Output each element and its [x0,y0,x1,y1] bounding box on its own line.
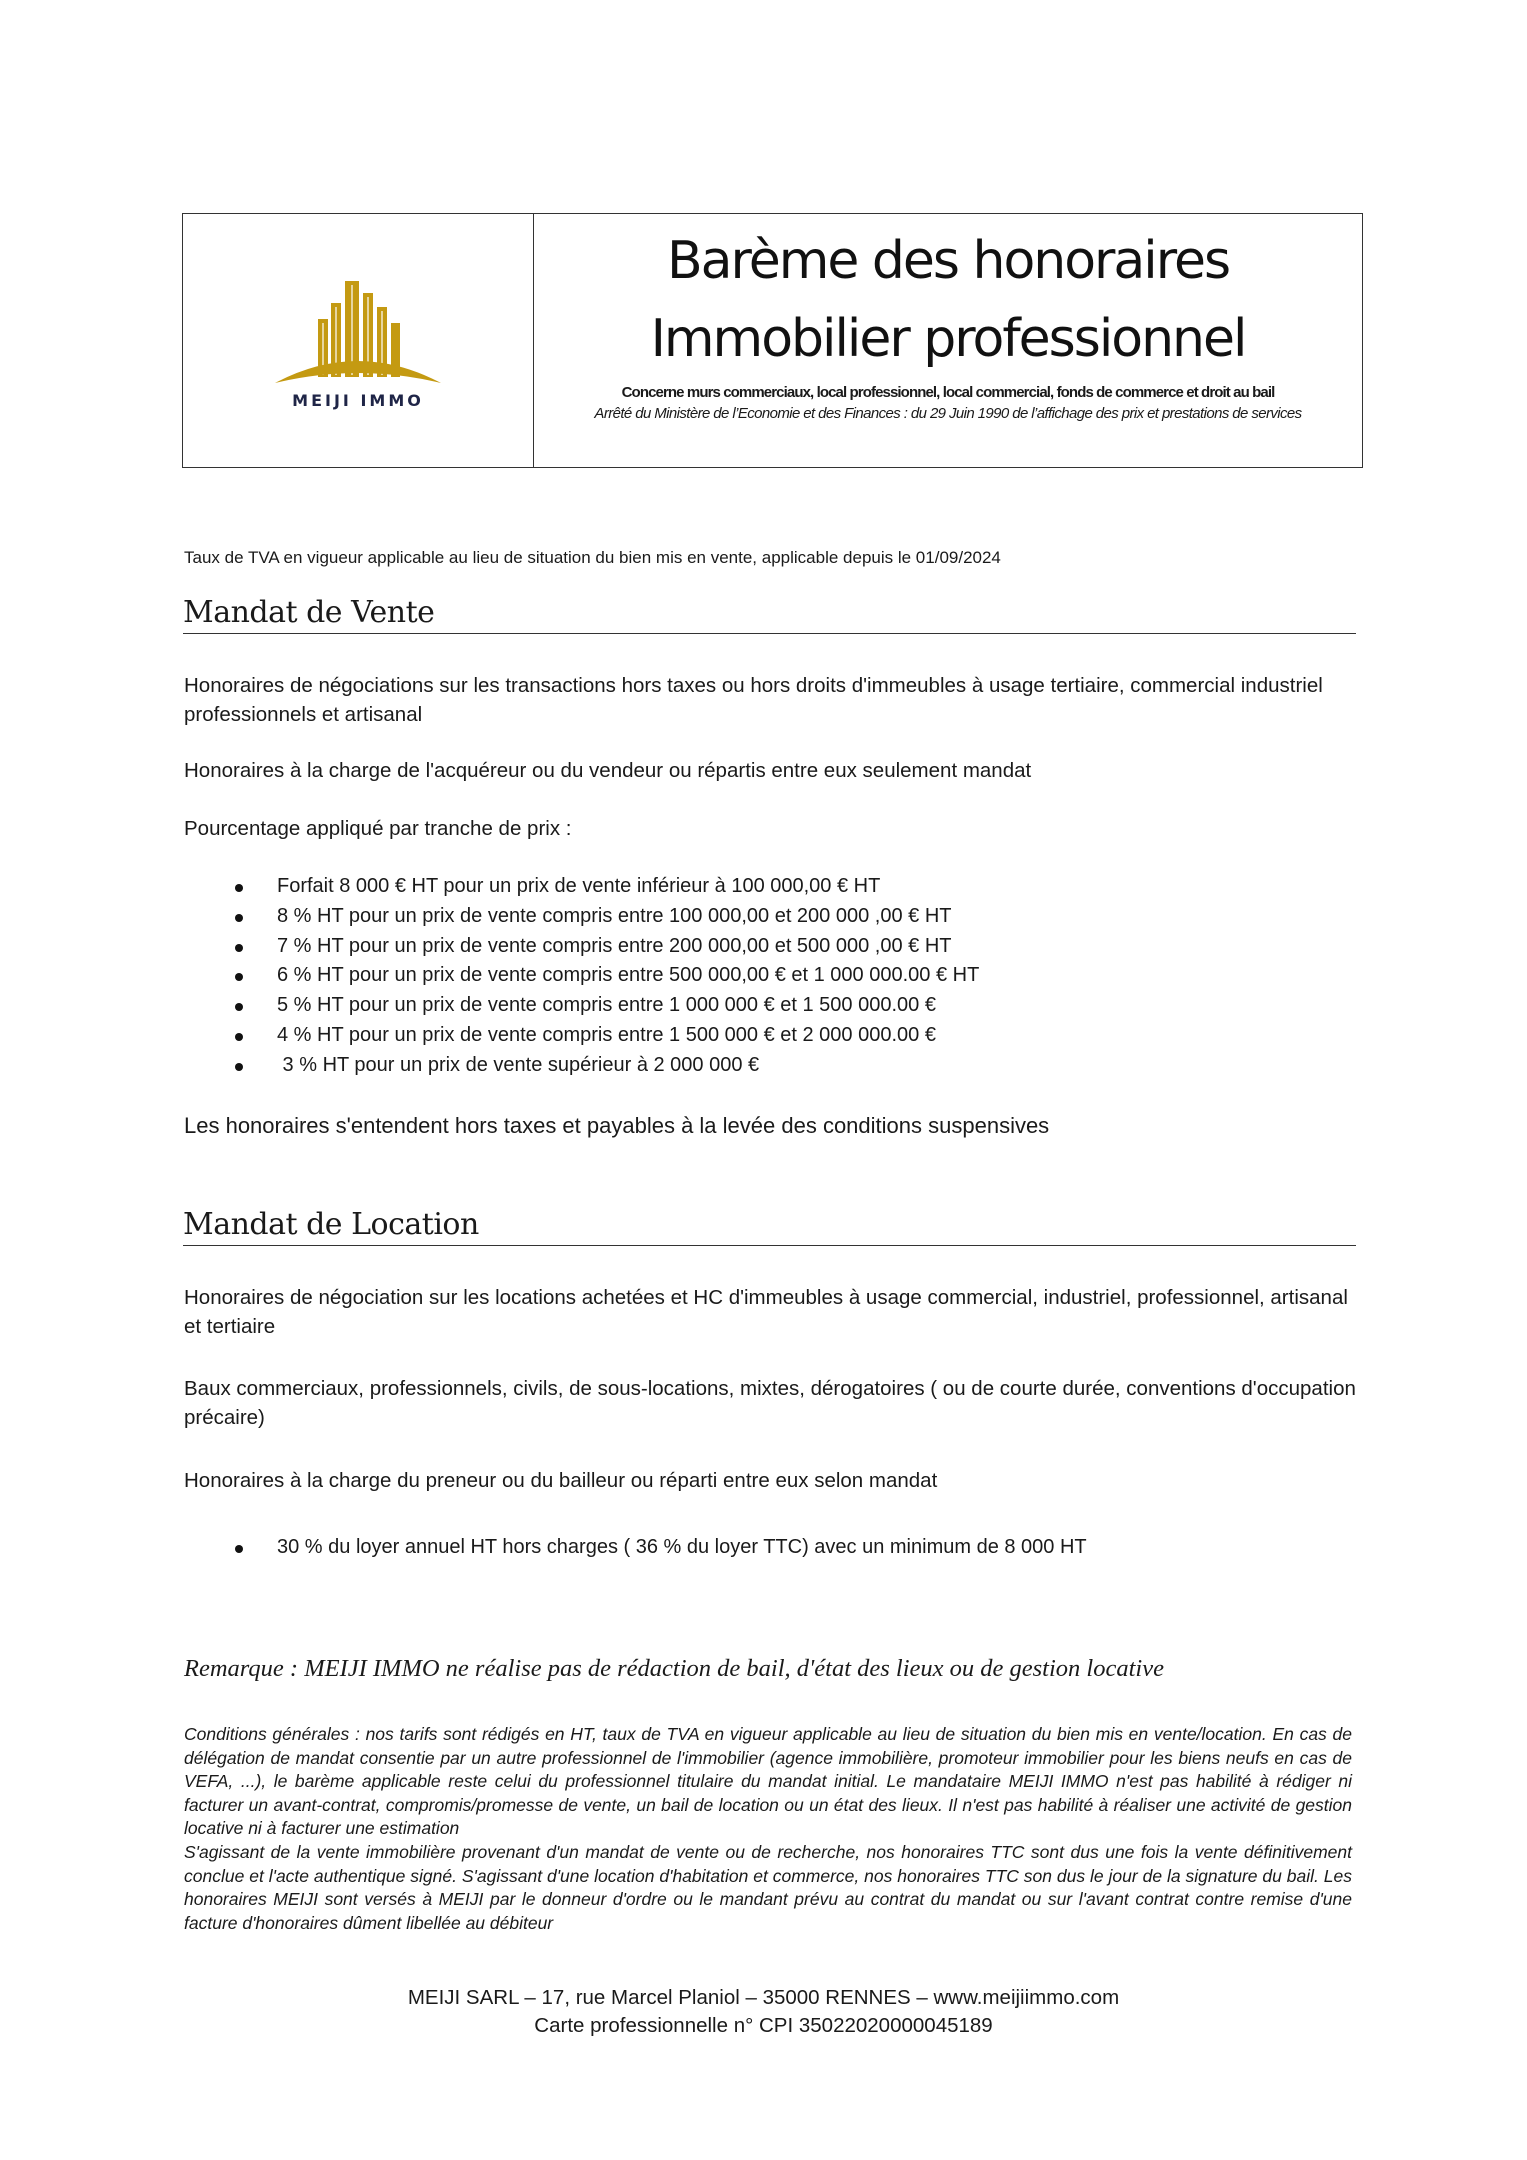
list-item: 8 % HT pour un prix de vente compris entre 100 000,00 et 200 000 ,00 € HT [232,902,979,932]
location-paragraph-2: Baux commerciaux, professionnels, civils, de sous-locations, mixtes, dérogatoires ( ou de courte durée, conventions d'occupation précaire) [184,1377,1356,1429]
title-block [534,214,1362,467]
heading-mandat-vente: Mandat de Vente [183,595,1356,634]
location-bullet-list [232,1533,1087,1563]
list-item: 6 % HT pour un prix de vente compris entre 500 000,00 € et 1 000 000.00 € HT [232,961,979,991]
list-item: Forfait 8 000 € HT pour un prix de vente inférieur à 100 000,00 € HT [232,872,979,902]
location-paragraph-1: Honoraires de négociation sur les locations achetées et HC d'immeubles à usage commercial, industriel, professionnel, artisanal et tertiaire [184,1286,1348,1338]
tva-note: Taux de TVA en vigueur applicable au lieu de situation du bien mis en vente, applicable depuis le 01/09/2024 [184,548,1001,567]
list-item: 4 % HT pour un prix de vente compris entre 1 500 000 € et 2 000 000.00 € [232,1021,979,1051]
location-paragraph-3: Honoraires à la charge du preneur ou du bailleur ou réparti entre eux selon mandat [184,1469,938,1492]
building-logo-icon [273,271,443,389]
header-box [182,213,1363,468]
list-item: 3 % HT pour un prix de vente supérieur à 2 000 000 € [232,1051,979,1081]
list-item: 5 % HT pour un prix de vente compris entre 1 000 000 € et 1 500 000.00 € [232,991,979,1021]
vente-bullet-list [232,872,979,1081]
vente-paragraph-3: Pourcentage appliqué par tranche de prix : [184,817,572,840]
page-title-line1: Barème des honoraires [666,231,1230,291]
footer-license: Carte professionnelle n° CPI 35022020000045189 [534,2014,993,2037]
footer-address: MEIJI SARL – 17, rue Marcel Planiol – 35000 RENNES – www.meijiimmo.com [407,1986,1120,2009]
general-conditions [184,1723,1352,1935]
conditions-part-2: S'agissant de la vente immobilière provenant d'un mandat de vente ou de recherche, nos honoraires TTC sont dus une fois la vente définitivement conclue et l'acte authentique signé. S'agissant d'une location d'habitation et commerce, nos honoraires TTC son dus le jour de la signature du bail. Les honoraires MEIJI sont versés à MEIJI par le donneur d'ordre ou le mandant prévu au contrat du mandat ou sur l'avant contrat contre remise d'une facture d'honoraires dûment libellée au débiteur [184,1841,1352,1933]
list-item: 7 % HT pour un prix de vente compris entre 200 000,00 et 500 000 ,00 € HT [232,932,979,962]
vente-paragraph-4: Les honoraires s'entendent hors taxes et payables à la levée des conditions suspensives [184,1113,1050,1138]
logo [183,214,534,467]
scope-subtitle: Concerne murs commerciaux, local professionnel, local commercial, fonds de commerce et droit au bail [621,384,1275,401]
heading-mandat-location: Mandat de Location [183,1207,1356,1246]
page-title-line2: Immobilier professionnel [650,309,1246,369]
remark: Remarque : MEIJI IMMO ne réalise pas de rédaction de bail, d'état des lieux ou de gestion locative [184,1655,1164,1682]
decree-note: Arrêté du Ministère de l’Economie et des Finances : du 29 Juin 1990 de l’affichage des prix et prestations de services [594,405,1302,422]
conditions-part-1: Conditions générales : nos tarifs sont rédigés en HT, taux de TVA en vigueur applicable au lieu de situation du bien mis en vente/location. En cas de délégation de mandat consentie par un autre professionnel de l'immobilier (agence immobilière, promoteur immobilier pour les biens neufs en cas de VEFA, ...), le barème applicable reste celui du professionnel titulaire du mandat initial. Le mandataire MEIJI IMMO n'est pas habilité à rédiger ni facturer un avant-contrat, compromis/promesse de vente, un bail de location ou un état des lieux. Il n'est pas habilité à réaliser une activité de gestion locative ni à facturer une estimation [184,1724,1352,1839]
vente-paragraph-2: Honoraires à la charge de l'acquéreur ou du vendeur ou répartis entre eux seulement mandat [184,759,1032,782]
list-item: 30 % du loyer annuel HT hors charges ( 36 % du loyer TTC) avec un minimum de 8 000 HT [232,1533,1087,1563]
logo-text: MEIJI IMMO [292,391,424,410]
vente-paragraph-1: Honoraires de négociations sur les transactions hors taxes ou hors droits d'immeubles à usage tertiaire, commercial industriel professionnels et artisanal [184,674,1323,726]
